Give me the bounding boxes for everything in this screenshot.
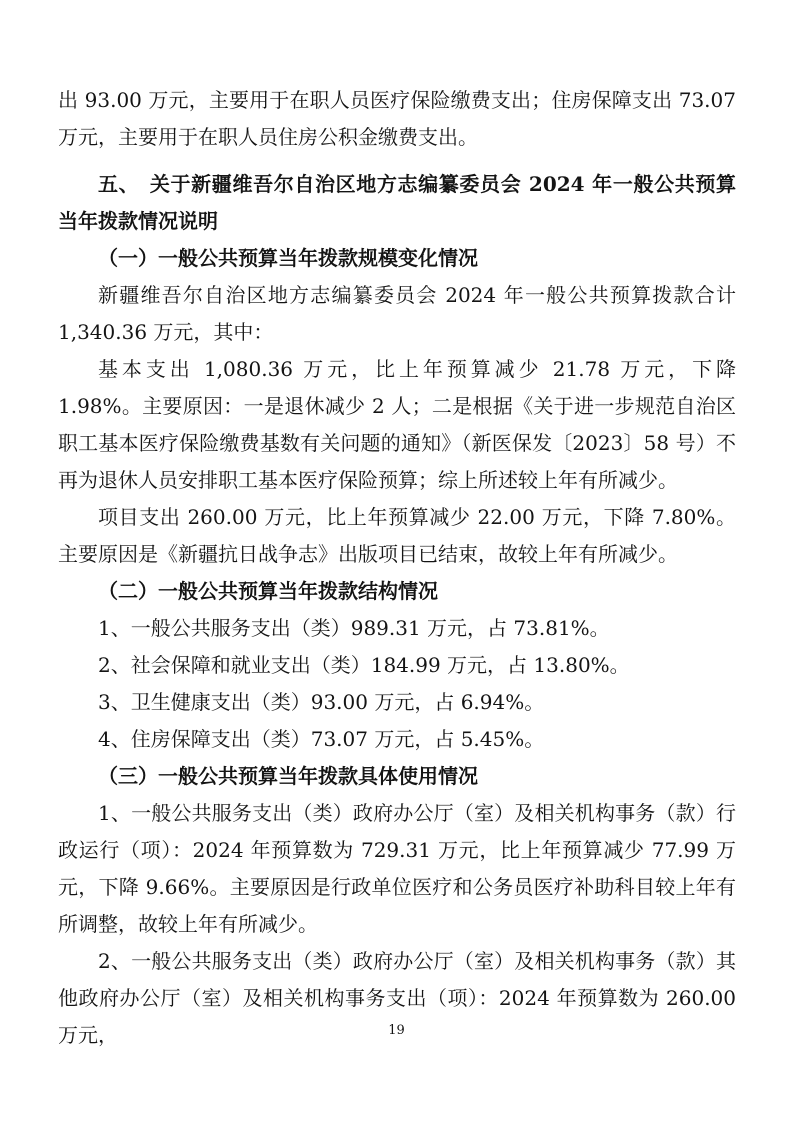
- list-item: 4、住房保障支出（类）73.07 万元，占 5.45%。: [98, 727, 545, 751]
- list-item: 2、社会保障和就业支出（类）184.99 万元，占 13.80%。: [98, 653, 630, 677]
- list-item: 1、一般公共服务支出（类）989.31 万元，占 73.81%。: [98, 616, 610, 640]
- subsection-heading-1: （一）一般公共预算当年拨款规模变化情况: [98, 246, 478, 270]
- subsection-heading-3: （三）一般公共预算当年拨款具体使用情况: [98, 764, 478, 788]
- paragraph: 2、一般公共服务支出（类）政府办公厅（室）及相关机构事务（款）其他政府办公厅（室）及相关机构事务支出（项）：2024 年预算数为 260.00 万元，: [58, 949, 736, 1047]
- paragraph: 新疆维吾尔自治区地方志编纂委员会 2024 年一般公共预算拨款合计 1,340.36 万元，其中：: [58, 283, 736, 344]
- section-heading-5: 五、 关于新疆维吾尔自治区地方志编纂委员会 2024 年一般公共预算当年拨款情况说明: [58, 172, 736, 233]
- list-item: 3、卫生健康支出（类）93.00 万元，占 6.94%。: [98, 690, 545, 714]
- paragraph-continued: 出 93.00 万元，主要用于在职人员医疗保险缴费支出；住房保障支出 73.07 万元，主要用于在职人员住房公积金缴费支出。: [58, 88, 736, 149]
- paragraph: 基本支出 1,080.36 万元，比上年预算减少 21.78 万元，下降 1.98%。主要原因：一是退休减少 2 人；二是根据《关于进一步规范自治区职工基本医疗保险缴费基数有关问题的通知》（新医保发〔2023〕58 号）不再为退休人员安排职工基本医疗保险预算；综上所述较上年有所减少。: [58, 357, 736, 492]
- page-content: [58, 82, 736, 1054]
- subsection-heading-2: （二）一般公共预算当年拨款结构情况: [98, 579, 438, 603]
- paragraph: 1、一般公共服务支出（类）政府办公厅（室）及相关机构事务（款）行政运行（项）：2024 年预算数为 729.31 万元，比上年预算减少 77.99 万元，下降 9.66%。主要原因是行政单位医疗和公务员医疗补助科目较上年有所调整，故较上年有所减少。: [58, 801, 736, 936]
- paragraph: 项目支出 260.00 万元，比上年预算减少 22.00 万元，下降 7.80%。主要原因是《新疆抗日战争志》出版项目已结束，故较上年有所减少。: [58, 505, 736, 566]
- page-number: 19: [388, 1023, 405, 1038]
